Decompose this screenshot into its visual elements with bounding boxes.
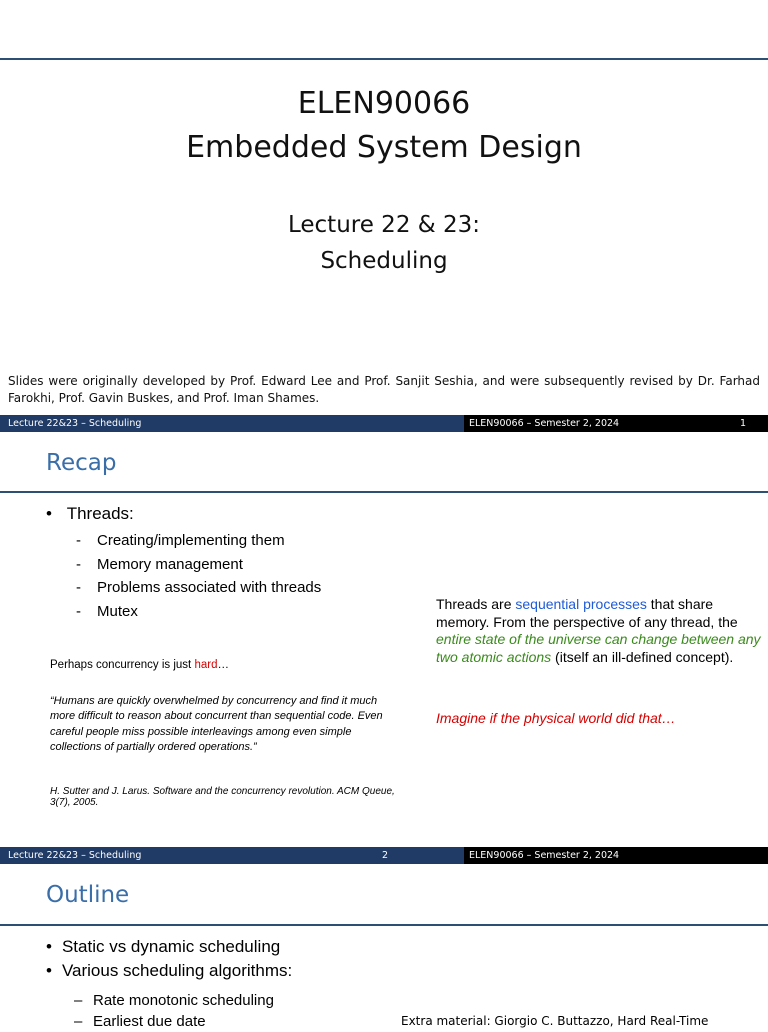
bullet-dot: • (46, 961, 52, 980)
slide1-top-rule (0, 58, 768, 60)
dash: - (76, 579, 81, 596)
def-highlight-blue: sequential processes (515, 596, 647, 612)
note-text: Perhaps concurrency is just (50, 659, 195, 671)
quote: “Humans are quickly overwhelmed by concurrency and find it much more difficult to reason about concurrent than sequential code. Even careful people miss possible interleavings among even simple collections of partially ordered operations.” (50, 695, 383, 753)
slide1-footer (0, 415, 768, 432)
dash: - (76, 555, 81, 573)
course-code: ELEN90066 (297, 86, 471, 121)
page-number: 2 (382, 850, 389, 861)
def-highlight-green: entire state of the universe can change between any two atomic actions (436, 631, 761, 665)
sub-item-text: Problems associated with threads (97, 579, 322, 596)
sub-item-text: Creating/implementing them (97, 532, 285, 549)
bullet-dot: • (46, 504, 52, 523)
def-text: Threads are (436, 596, 516, 612)
slide2-title-rule (0, 491, 768, 493)
outline-item (46, 935, 292, 959)
def-text: (itself an ill-defined concept). (551, 648, 734, 665)
footer-mid-text: ELEN90066 – Semester 2, 2024 (469, 850, 620, 861)
slide-credits: Slides were originally developed by Prof. Edward Lee and Prof. Sanjit Seshia, and were subsequently revised by Dr. Farhad Farokhi, Prof. Gavin Buskes, and Prof. Iman Shames. (8, 374, 760, 405)
dash: - (76, 602, 81, 620)
dash: – (74, 1013, 83, 1030)
slide2-title: Recap (46, 450, 117, 476)
slide3-title-rule (0, 924, 768, 926)
outline-sub-list (74, 990, 274, 1032)
note-highlight: hard (194, 659, 218, 671)
dash: - (76, 532, 81, 549)
sub-list (76, 529, 321, 623)
slide3-title: Outline (46, 882, 130, 908)
sub-item (76, 529, 321, 553)
sub-item (76, 600, 321, 624)
page-number: 1 (740, 418, 747, 429)
footer-mid-text: ELEN90066 – Semester 2, 2024 (469, 418, 620, 429)
extra-material: Extra material: Giorgio C. Buttazzo, Hard Real-Time (401, 1014, 709, 1028)
def-text: that share memory. From the perspective of any thread, the (436, 596, 738, 630)
sub-item (76, 576, 321, 600)
outline-item (46, 959, 292, 983)
citation: H. Sutter and J. Larus. Software and the concurrency revolution. ACM Queue, 3(7), 2005. (50, 786, 395, 808)
footer-left-text: Lecture 22&23 – Scheduling (8, 850, 142, 861)
sub-item-text: Mutex (97, 602, 138, 620)
bullet-threads (46, 504, 134, 524)
sub-item-text: Memory management (97, 555, 243, 573)
footer-left-text: Lecture 22&23 – Scheduling (8, 418, 142, 429)
slide2-footer (0, 847, 768, 864)
bullet-text: Threads: (66, 504, 134, 523)
bullet-dot: • (46, 937, 52, 956)
outline-sub-item (74, 1011, 274, 1032)
imagine-text: Imagine if the physical world did that… (436, 710, 676, 726)
outline-sub-item-text: Earliest due date (93, 1013, 206, 1030)
dash: – (74, 992, 83, 1009)
lecture-topic: Scheduling (320, 248, 448, 274)
course-name: Embedded System Design (186, 130, 582, 165)
note-ellipsis: … (217, 659, 229, 671)
sub-item (76, 553, 321, 577)
outline-sub-item-text: Rate monotonic scheduling (93, 992, 274, 1009)
outline-item-text: Various scheduling algorithms: (61, 961, 293, 980)
concurrency-note (50, 659, 229, 671)
outline-sub-item (74, 990, 274, 1011)
lecture-number: Lecture 22 & 23: (287, 212, 481, 238)
thread-definition (436, 596, 761, 666)
outline-list (46, 935, 292, 983)
outline-item-text: Static vs dynamic scheduling (61, 937, 281, 956)
